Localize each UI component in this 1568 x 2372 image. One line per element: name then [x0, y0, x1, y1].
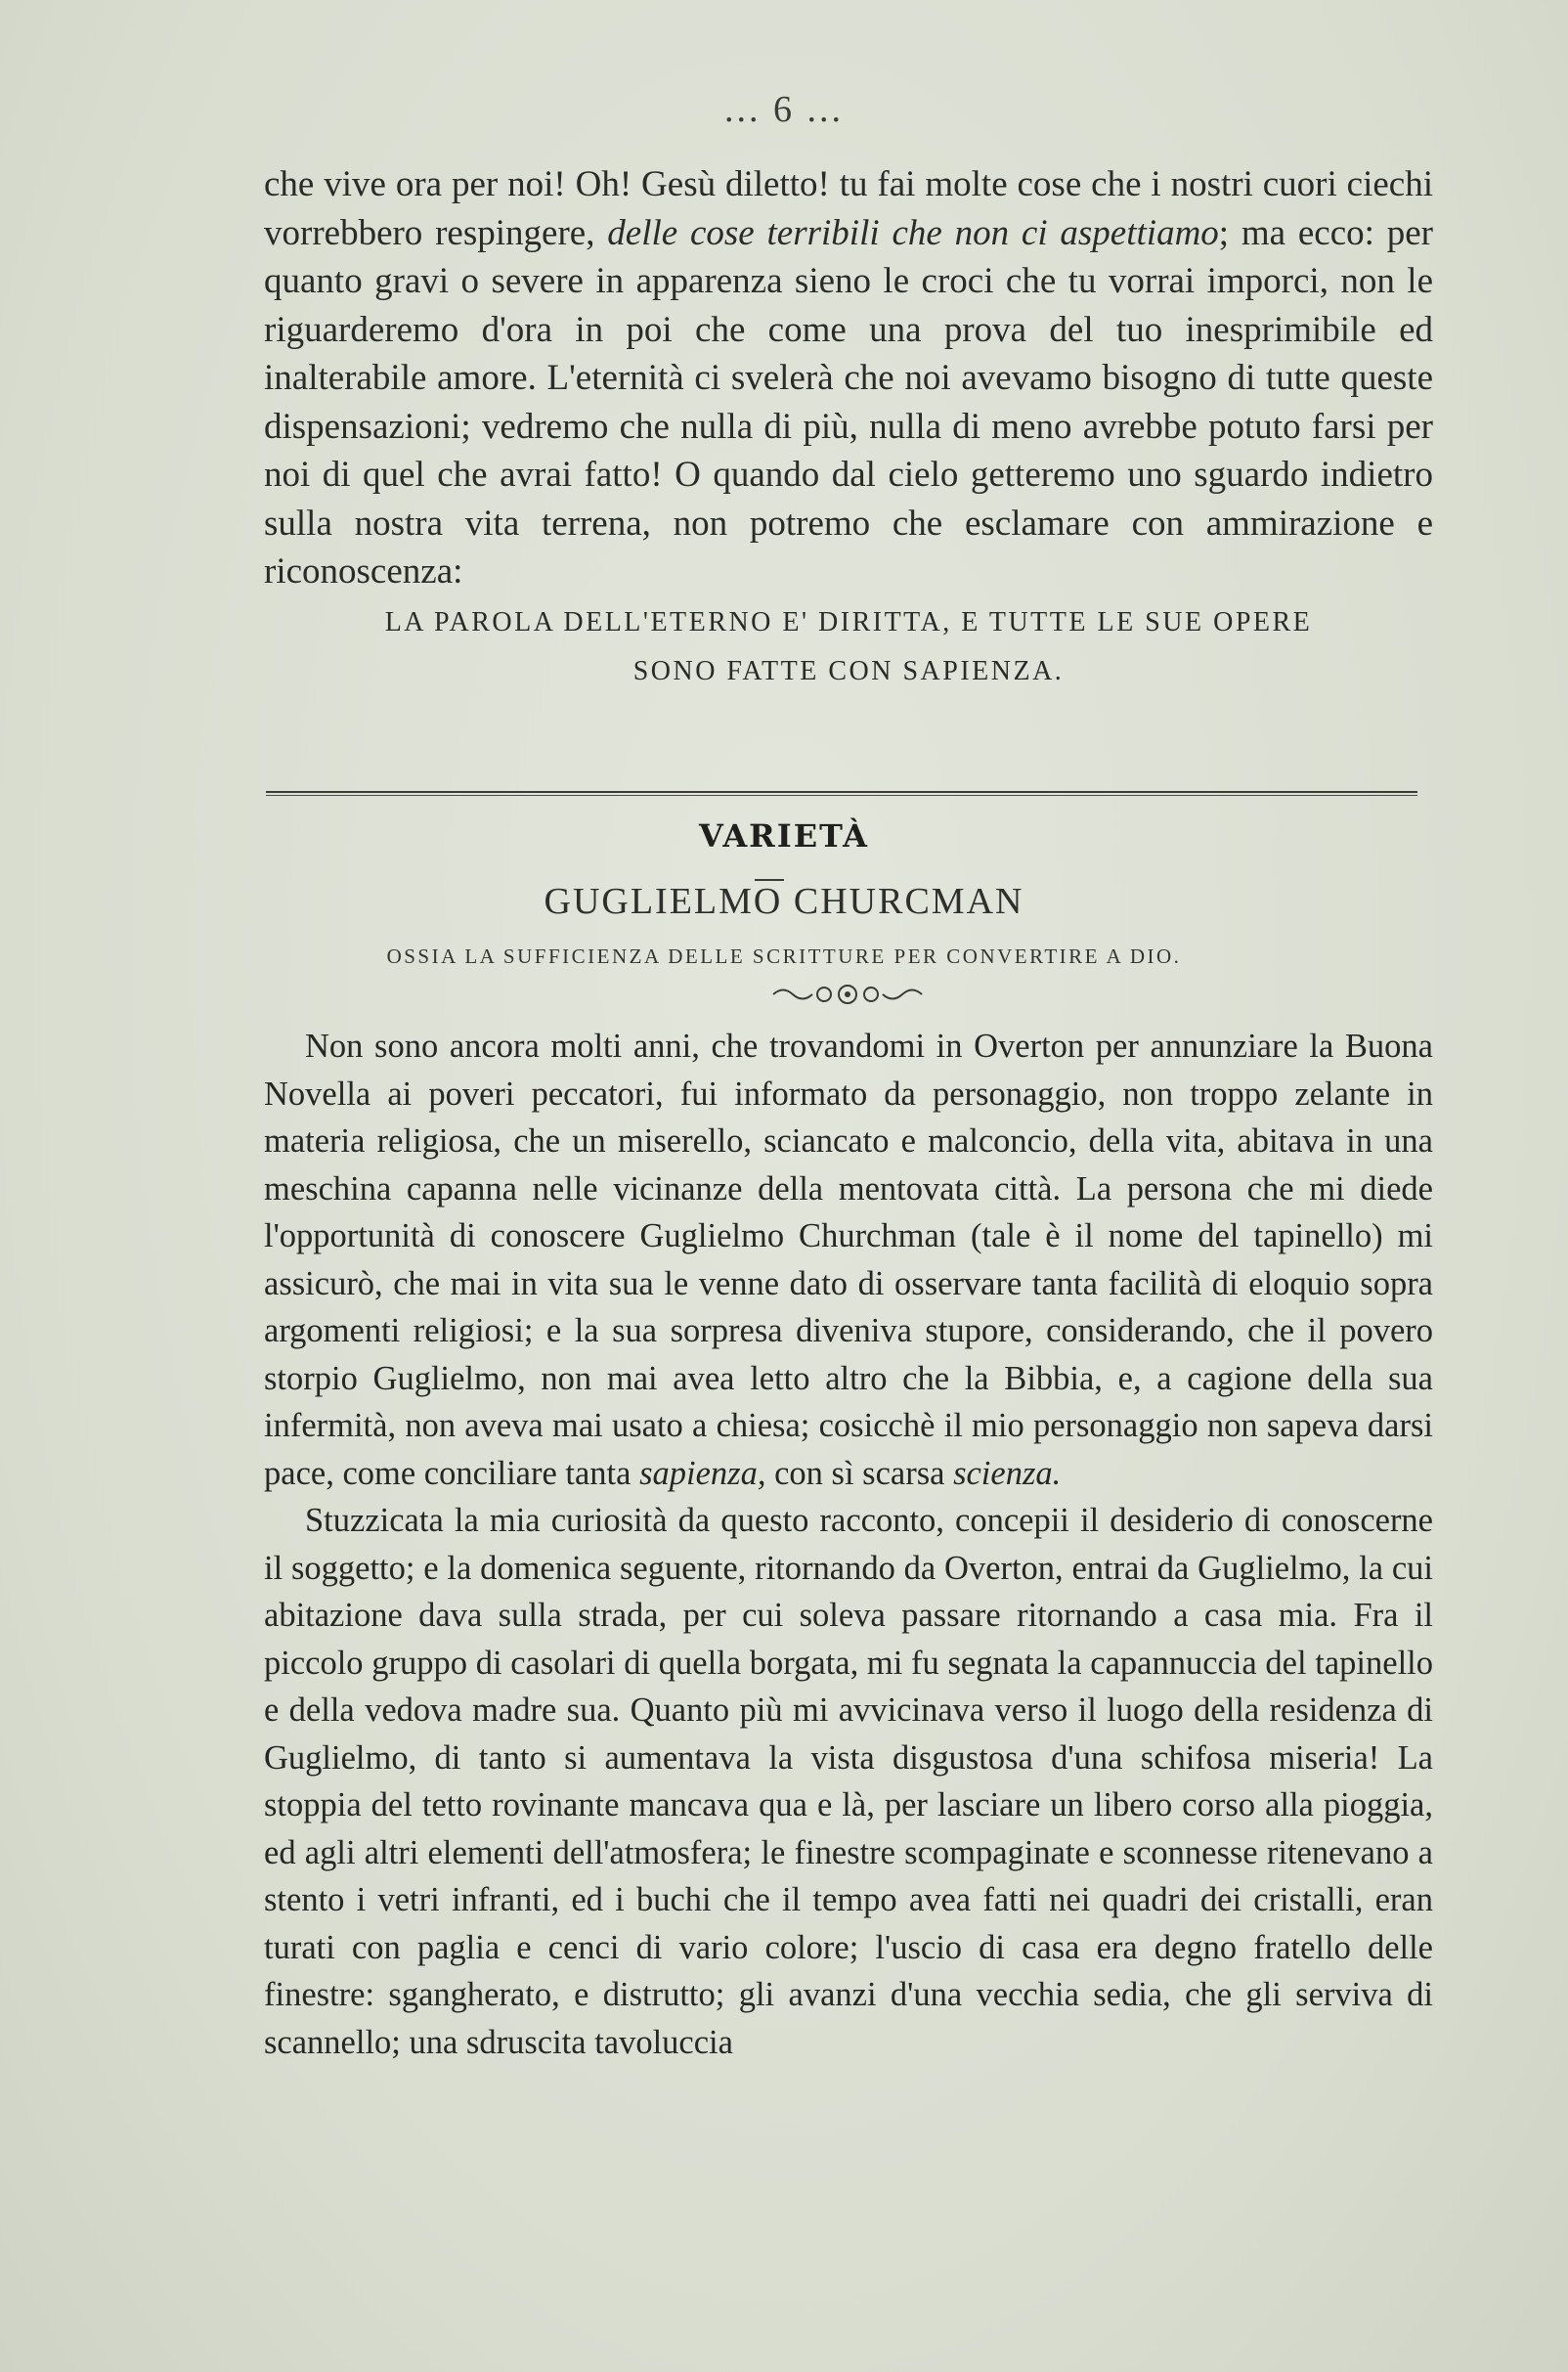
paragraph	[264, 160, 1433, 596]
article-subtitle: OSSIA LA SUFFICIENZA DELLE SCRITTURE PER CONVERTIRE A DIO.	[386, 944, 1182, 968]
italic-phrase: delle cose terribili che non ci aspettiamo	[607, 212, 1219, 253]
previous-article-ending	[264, 160, 1433, 696]
quote-line: LA PAROLA DELL'ETERNO E' DIRITTA, E TUTTE LE SUE OPERE	[384, 606, 1313, 637]
ornament-icon	[769, 982, 926, 1007]
text-run: ; ma ecco: per quanto gravi o severe in apparenza sieno le croci che tu vorrai imporci, non le riguarderemo d'ora in poi che come una prova del tuo inesprimibile ed inalterabile amore. L'eternità ci svelerà che noi avevamo bisogno di tutte queste dispensazioni; vedremo che nulla di più, nulla di meno avrebbe potuto farsi per noi di quel che avrai fatto! O quando dal cielo getteremo uno sguardo indietro sulla nostra vita terrena, non potremo che esclamare con ammirazione e riconoscenza:	[264, 212, 1433, 592]
text-run: che vive ora per noi! Oh! Gesù diletto! tu fai molte cose che i nostri cuori ciechi vorrebbero respingere,	[264, 164, 1433, 253]
text-run: con sì scarsa	[765, 1454, 954, 1492]
article-body	[264, 1023, 1433, 2066]
scripture-quote	[264, 598, 1433, 696]
page-number: ... 6 ...	[724, 89, 844, 130]
section-title: VARIETÀ	[698, 817, 869, 855]
text-run: Non sono ancora molti anni, che trovandomi in Overton per annunziare la Buona Novella ai poveri peccatori, fui informato da personaggio, non troppo zelante in materia religiosa, che un miserello, sciancato e malconcio, della vita, abitava in una meschina capanna nelle vicinanze della mentovata città. La persona che mi diede l'opportunità di conoscere Guglielmo Churchman (tale è il nome del tapinello) mi assicurò, che mai in vita sua le venne dato di osservare tanta facilità di eloquio sopra argomenti religiosi; e la sua sorpresa diveniva stupore, considerando, che il povero storpio Guglielmo, non mai avea letto altro che la Bibbia, e, a cagione della sua infermità, non aveva mai usato a chiesa; cosicchè il mio personaggio non sapeva darsi pace, come conciliare tanta	[264, 1028, 1433, 1492]
article-title: GUGLIELMO CHURCMAN	[544, 881, 1024, 922]
paragraph: Stuzzicata la mia curiosità da questo racconto, concepii il desiderio di conoscerne il soggetto; e la domenica seguente, ritornando da Overton, entrai da Guglielmo, la cui abitazione dava sulla strada, per cui soleva passare ritornando a casa mia. Fra il piccolo gruppo di casolari di quella borgata, mi fu segnata la capannuccia del tapinello e della vedova madre sua. Quanto più mi avvicinava verso il luogo della residenza di Guglielmo, di tanto si aumentava la vista disgustosa d'una schifosa miseria! La stoppia del tetto rovinante mancava qua e là, per lasciare un libero corso alla pioggia, ed agli altri elementi dell'atmosfera; le finestre scompaginate e sconnesse ritenevano a stento i vetri infranti, ed i buchi che il tempo avea fatti nei quadri dei cristalli, eran turati con paglia e cenci di vario colore; l'uscio di casa era degno fratello delle finestre: sgangherato, e distrutto; gli avanzi d'una vecchia sedia, che gli serviva di scannello; una sdruscita tavoluccia	[264, 1502, 1433, 2061]
section-divider	[266, 791, 1417, 793]
section-divider-thin	[266, 795, 1417, 796]
italic-word: scienza.	[953, 1454, 1062, 1492]
quote-line: SONO FATTE CON SAPIENZA.	[632, 655, 1065, 686]
italic-word: sapienza,	[639, 1454, 766, 1492]
paragraph	[264, 1023, 1433, 1497]
